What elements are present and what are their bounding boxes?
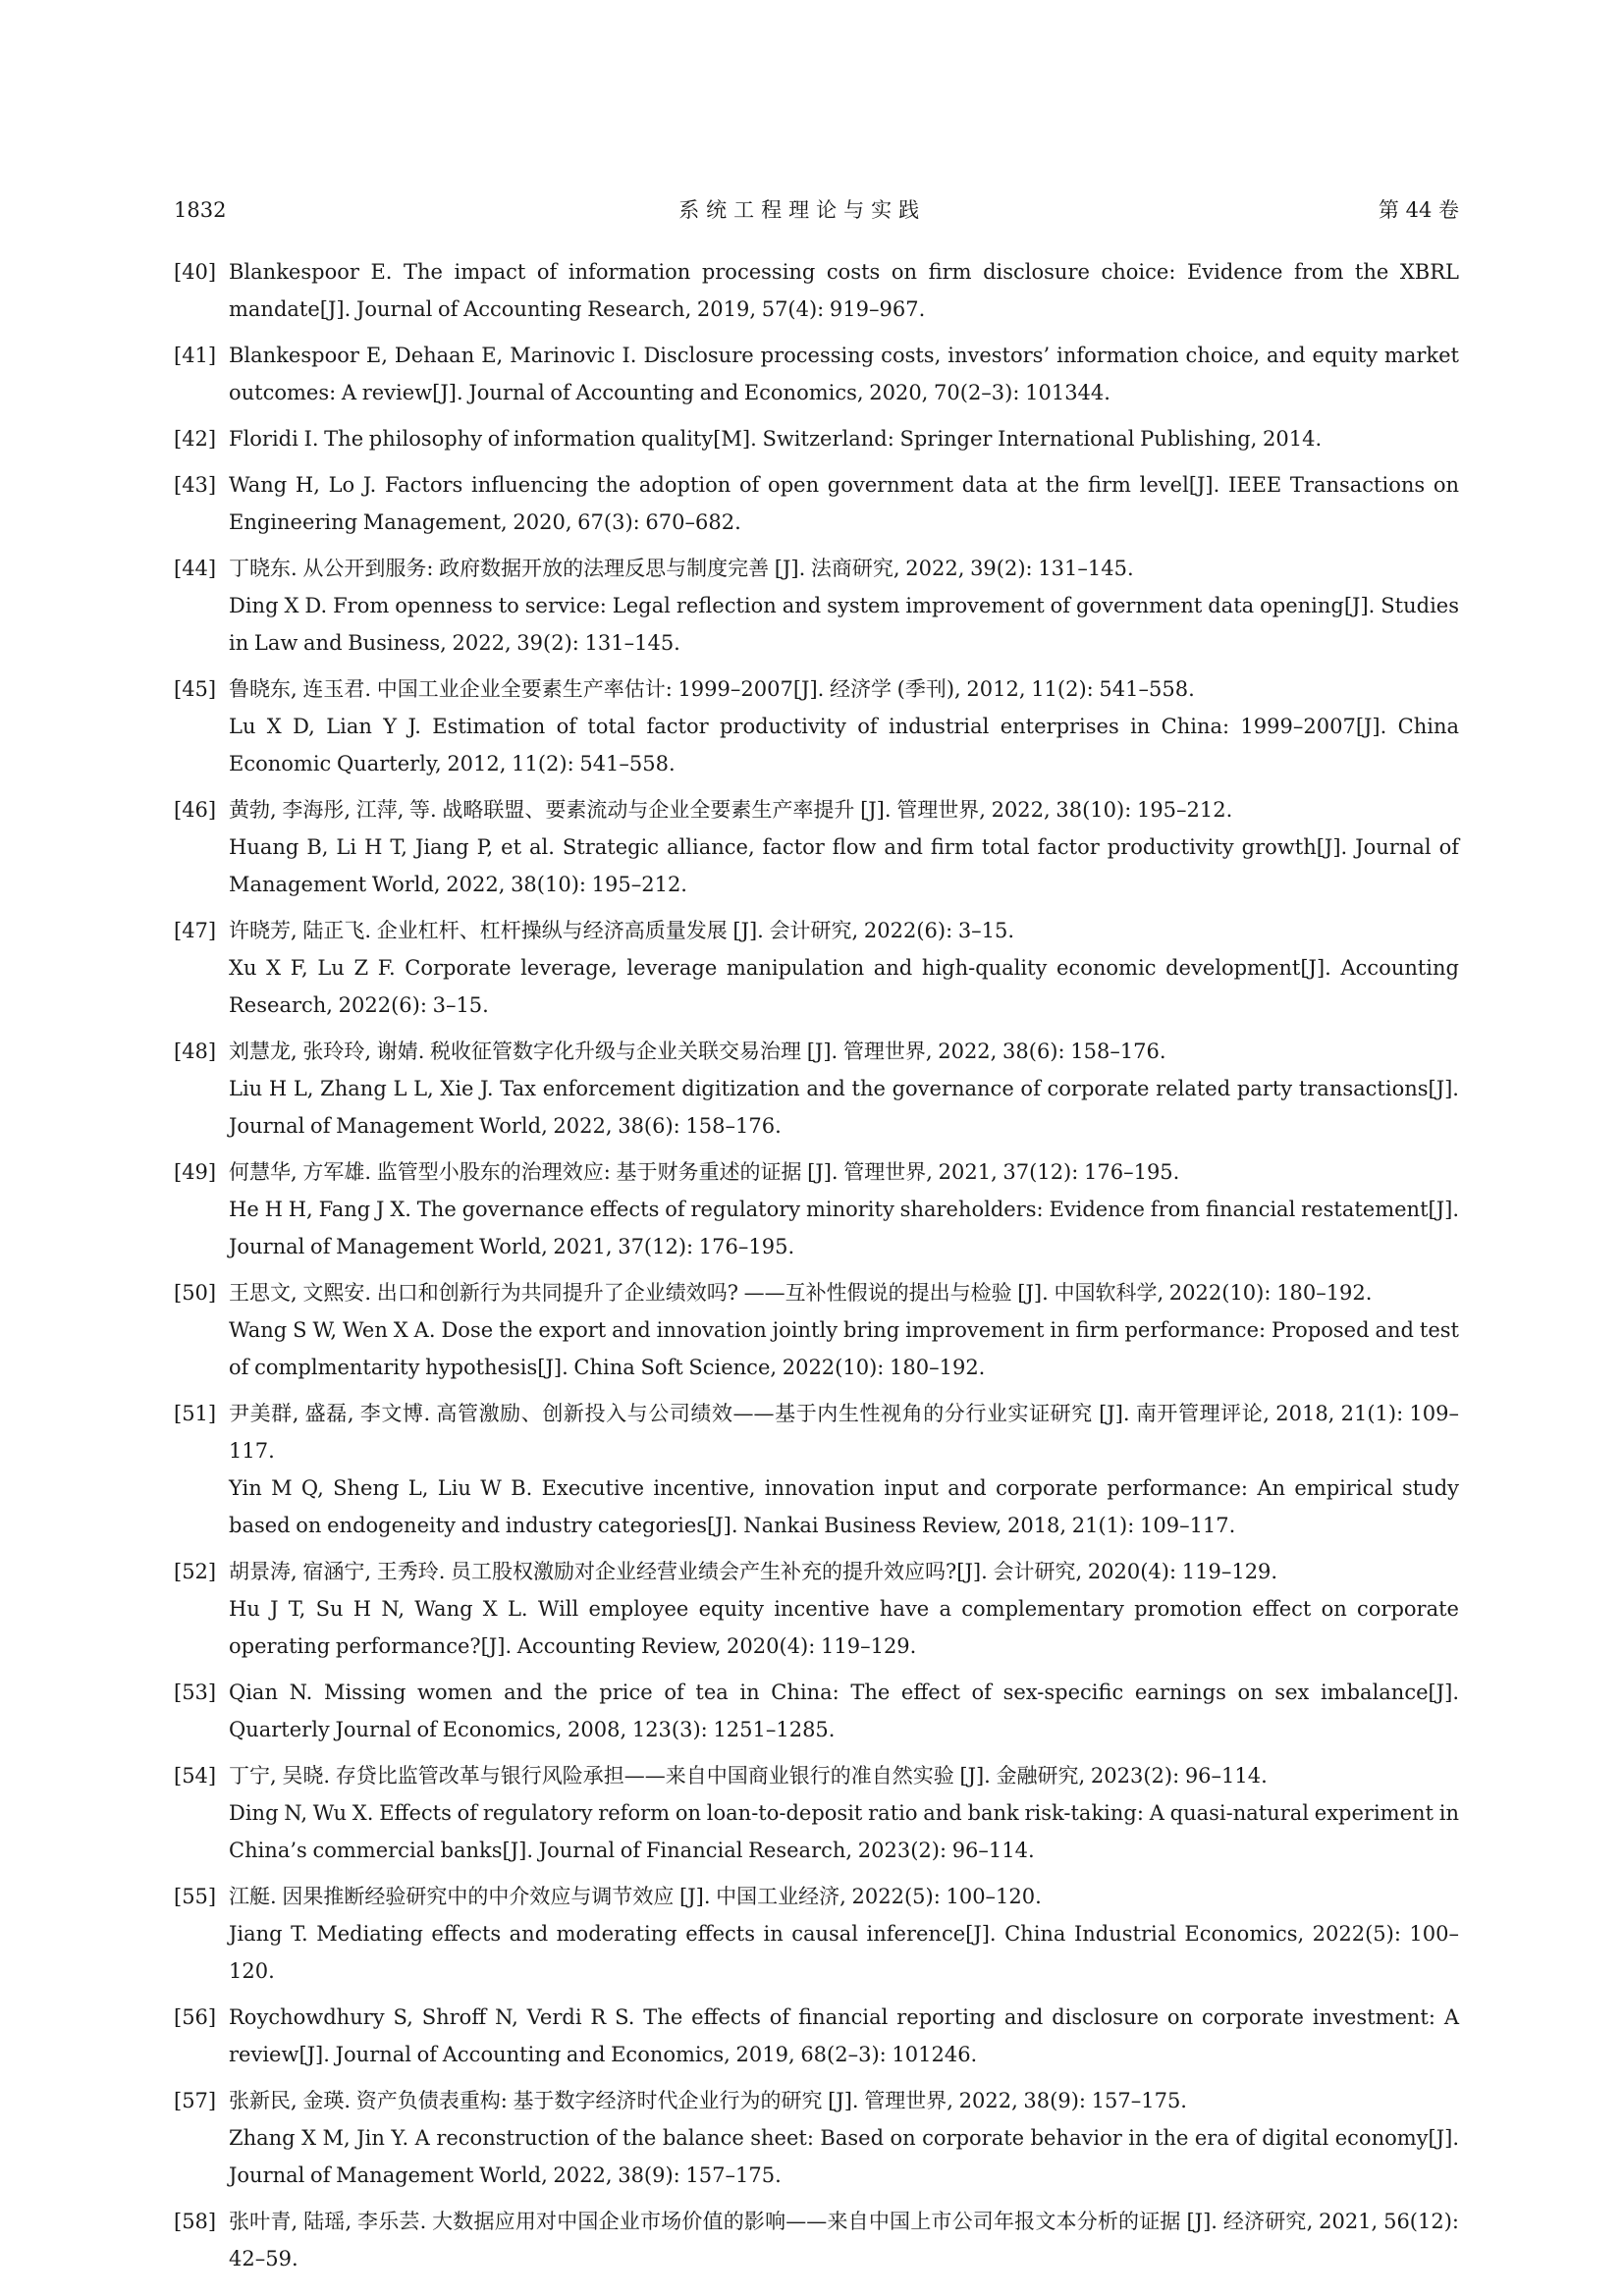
reference-text (229, 1274, 1459, 1386)
reference-item (174, 1757, 1459, 1869)
reference-line: 张叶青, 陆瑶, 李乐芸. 大数据应用对中国企业市场价值的影响——来自中国上市公司年报文本分析的证据 [J]. 经济研究, 2021, 56(12): 42–59. (229, 2210, 1459, 2270)
reference-number: [41] (174, 344, 217, 367)
reference-number: [43] (174, 473, 217, 497)
reference-line: 鲁晓东, 连玉君. 中国工业企业全要素生产率估计: 1999–2007[J]. 经济学 (季刊), 2012, 11(2): 541–558. (229, 677, 1195, 701)
reference-item (174, 791, 1459, 903)
reference-number: [45] (174, 677, 217, 701)
reference-number: [55] (174, 1885, 217, 1908)
reference-number: [51] (174, 1402, 217, 1425)
reference-line: He H H, Fang J X. The governance effects of regulatory minority shareholders: Evidence from financial restatement[J]. Journal of Management World, 2021, 37(12): 176–195. (229, 1198, 1459, 1258)
volume-label: 第 44 卷 (1378, 198, 1459, 222)
reference-line: Liu H L, Zhang L L, Xie J. Tax enforcement digitization and the governance of corporate related party transactions[J]. Journal of Management World, 2022, 38(6): 158–176. (229, 1077, 1459, 1138)
reference-line: Wang H, Lo J. Factors influencing the adoption of open government data at the firm level[J]. IEEE Transactions on Engineering Management, 2020, 67(3): 670–682. (229, 473, 1459, 534)
reference-item (174, 466, 1459, 541)
reference-text (229, 550, 1459, 662)
reference-item (174, 2082, 1459, 2194)
reference-line: Yin M Q, Sheng L, Liu W B. Executive incentive, innovation input and corporate performance: An empirical study based on endogeneity and industry categories[J]. Nankai Business Review, 2018, 21(1): 109–117. (229, 1476, 1459, 1537)
reference-item (174, 670, 1459, 782)
reference-text (229, 2082, 1459, 2194)
reference-line: Blankespoor E. The impact of information processing costs on firm disclosure choice: Evidence from the XBRL mandate[J]. Journal of Accounting Research, 2019, 57(4): 919–967. (229, 260, 1459, 321)
reference-number: [46] (174, 798, 217, 822)
reference-item (174, 420, 1459, 457)
reference-line: Zhang X M, Jin Y. A reconstruction of the balance sheet: Based on corporate behavior in the era of digital economy[J]. Journal of Management World, 2022, 38(9): 157–175. (229, 2126, 1459, 2187)
reference-line: 许晓芳, 陆正飞. 企业杠杆、杠杆操纵与经济高质量发展 [J]. 会计研究, 2022(6): 3–15. (229, 919, 1015, 942)
reference-line: 刘慧龙, 张玲玲, 谢婧. 税收征管数字化升级与企业关联交易治理 [J]. 管理世界, 2022, 38(6): 158–176. (229, 1040, 1166, 1063)
reference-text (229, 791, 1459, 903)
reference-number: [44] (174, 557, 217, 580)
reference-line: 何慧华, 方军雄. 监管型小股东的治理效应: 基于财务重述的证据 [J]. 管理世界, 2021, 37(12): 176–195. (229, 1160, 1180, 1184)
reference-text (229, 420, 1459, 457)
reference-line: Hu J T, Su H N, Wang X L. Will employee equity incentive have a complementary promotion effect on corporate operating performance?[J]. Accounting Review, 2020(4): 119–129. (229, 1597, 1459, 1658)
reference-text (229, 466, 1459, 541)
reference-text (229, 1033, 1459, 1145)
reference-line: 王思文, 文熙安. 出口和创新行为共同提升了企业绩效吗? ——互补性假说的提出与检验 [J]. 中国软科学, 2022(10): 180–192. (229, 1281, 1373, 1305)
journal-title: 系统工程理论与实践 (678, 198, 927, 222)
reference-item (174, 1553, 1459, 1665)
reference-line: 丁宁, 吴晓. 存贷比监管改革与银行风险承担——来自中国商业银行的准自然实验 [J]. 金融研究, 2023(2): 96–114. (229, 1764, 1268, 1788)
reference-item (174, 2203, 1459, 2277)
reference-line: 黄勃, 李海彤, 江萍, 等. 战略联盟、要素流动与企业全要素生产率提升 [J]. 管理世界, 2022, 38(10): 195–212. (229, 798, 1233, 822)
reference-line: Floridi I. The philosophy of information quality[M]. Switzerland: Springer International Publishing, 2014. (229, 427, 1323, 451)
reference-number: [50] (174, 1281, 217, 1305)
reference-line: Qian N. Missing women and the price of tea in China: The effect of sex-specific earnings on sex imbalance[J]. Quarterly Journal of Economics, 2008, 123(3): 1251–1285. (229, 1681, 1459, 1741)
reference-number: [49] (174, 1160, 217, 1184)
reference-item (174, 337, 1459, 411)
page-number: 1832 (174, 198, 227, 222)
reference-text (229, 1878, 1459, 1990)
reference-number: [42] (174, 427, 217, 451)
reference-item (174, 1878, 1459, 1990)
reference-text (229, 1757, 1459, 1869)
reference-line: Roychowdhury S, Shroff N, Verdi R S. The effects of financial reporting and disclosure on corporate investment: A review[J]. Journal of Accounting and Economics, 2019, 68(2–3): 101246. (229, 2005, 1459, 2066)
reference-number: [57] (174, 2089, 217, 2112)
reference-line: 尹美群, 盛磊, 李文博. 高管激励、创新投入与公司绩效——基于内生性视角的分行业实证研究 [J]. 南开管理评论, 2018, 21(1): 109–117. (229, 1402, 1459, 1463)
reference-text (229, 1153, 1459, 1265)
reference-text (229, 670, 1459, 782)
running-header (174, 194, 1459, 226)
reference-item (174, 1999, 1459, 2073)
reference-line: 胡景涛, 宿涵宁, 王秀玲. 员工股权激励对企业经营业绩会产生补充的提升效应吗?[J]. 会计研究, 2020(4): 119–129. (229, 1560, 1278, 1583)
reference-line: Jiang T. Mediating effects and moderating effects in causal inference[J]. China Industrial Economics, 2022(5): 100–120. (229, 1922, 1459, 1983)
reference-number: [53] (174, 1681, 217, 1704)
reference-item (174, 1153, 1459, 1265)
reference-line: Blankespoor E, Dehaan E, Marinovic I. Disclosure processing costs, investors’ information choice, and equity market outcomes: A review[J]. Journal of Accounting and Economics, 2020, 70(2–3): 101344. (229, 344, 1459, 404)
reference-number: [48] (174, 1040, 217, 1063)
reference-line: Wang S W, Wen X A. Dose the export and innovation jointly bring improvement in firm performance: Proposed and test of complmentarity hypothesis[J]. China Soft Science, 2022(10): 180–192. (229, 1318, 1459, 1379)
reference-number: [54] (174, 1764, 217, 1788)
reference-line: 江艇. 因果推断经验研究中的中介效应与调节效应 [J]. 中国工业经济, 2022(5): 100–120. (229, 1885, 1042, 1908)
reference-text (229, 253, 1459, 328)
reference-item (174, 1674, 1459, 1748)
reference-item (174, 1395, 1459, 1544)
reference-text (229, 912, 1459, 1024)
reference-text (229, 1674, 1459, 1748)
reference-line: 张新民, 金瑛. 资产负债表重构: 基于数字经济时代企业行为的研究 [J]. 管理世界, 2022, 38(9): 157–175. (229, 2089, 1187, 2112)
reference-item (174, 253, 1459, 328)
reference-list (174, 253, 1459, 2286)
reference-text (229, 1999, 1459, 2073)
reference-item (174, 912, 1459, 1024)
reference-item (174, 1274, 1459, 1386)
reference-line: Xu X F, Lu Z F. Corporate leverage, leverage manipulation and high-quality economic development[J]. Accounting Research, 2022(6): 3–15. (229, 956, 1459, 1017)
reference-number: [52] (174, 1560, 217, 1583)
reference-text (229, 337, 1459, 411)
reference-text (229, 2203, 1459, 2277)
reference-text (229, 1395, 1459, 1544)
reference-line: 丁晓东. 从公开到服务: 政府数据开放的法理反思与制度完善 [J]. 法商研究, 2022, 39(2): 131–145. (229, 557, 1134, 580)
reference-number: [40] (174, 260, 217, 284)
reference-line: Ding N, Wu X. Effects of regulatory reform on loan-to-deposit ratio and bank risk-taking: A quasi-natural experiment in China’s commercial banks[J]. Journal of Financial Research, 2023(2): 96–114. (229, 1801, 1459, 1862)
reference-item (174, 1033, 1459, 1145)
reference-line: Ding X D. From openness to service: Legal reflection and system improvement of government data opening[J]. Studies in Law and Business, 2022, 39(2): 131–145. (229, 594, 1459, 655)
reference-item (174, 550, 1459, 662)
reference-line: Huang B, Li H T, Jiang P, et al. Strategic alliance, factor flow and firm total factor productivity growth[J]. Journal of Management World, 2022, 38(10): 195–212. (229, 835, 1459, 896)
reference-text (229, 1553, 1459, 1665)
reference-line: Lu X D, Lian Y J. Estimation of total factor productivity of industrial enterprises in China: 1999–2007[J]. China Economic Quarterly, 2012, 11(2): 541–558. (229, 715, 1459, 775)
reference-number: [56] (174, 2005, 217, 2029)
reference-number: [58] (174, 2210, 217, 2233)
reference-number: [47] (174, 919, 217, 942)
